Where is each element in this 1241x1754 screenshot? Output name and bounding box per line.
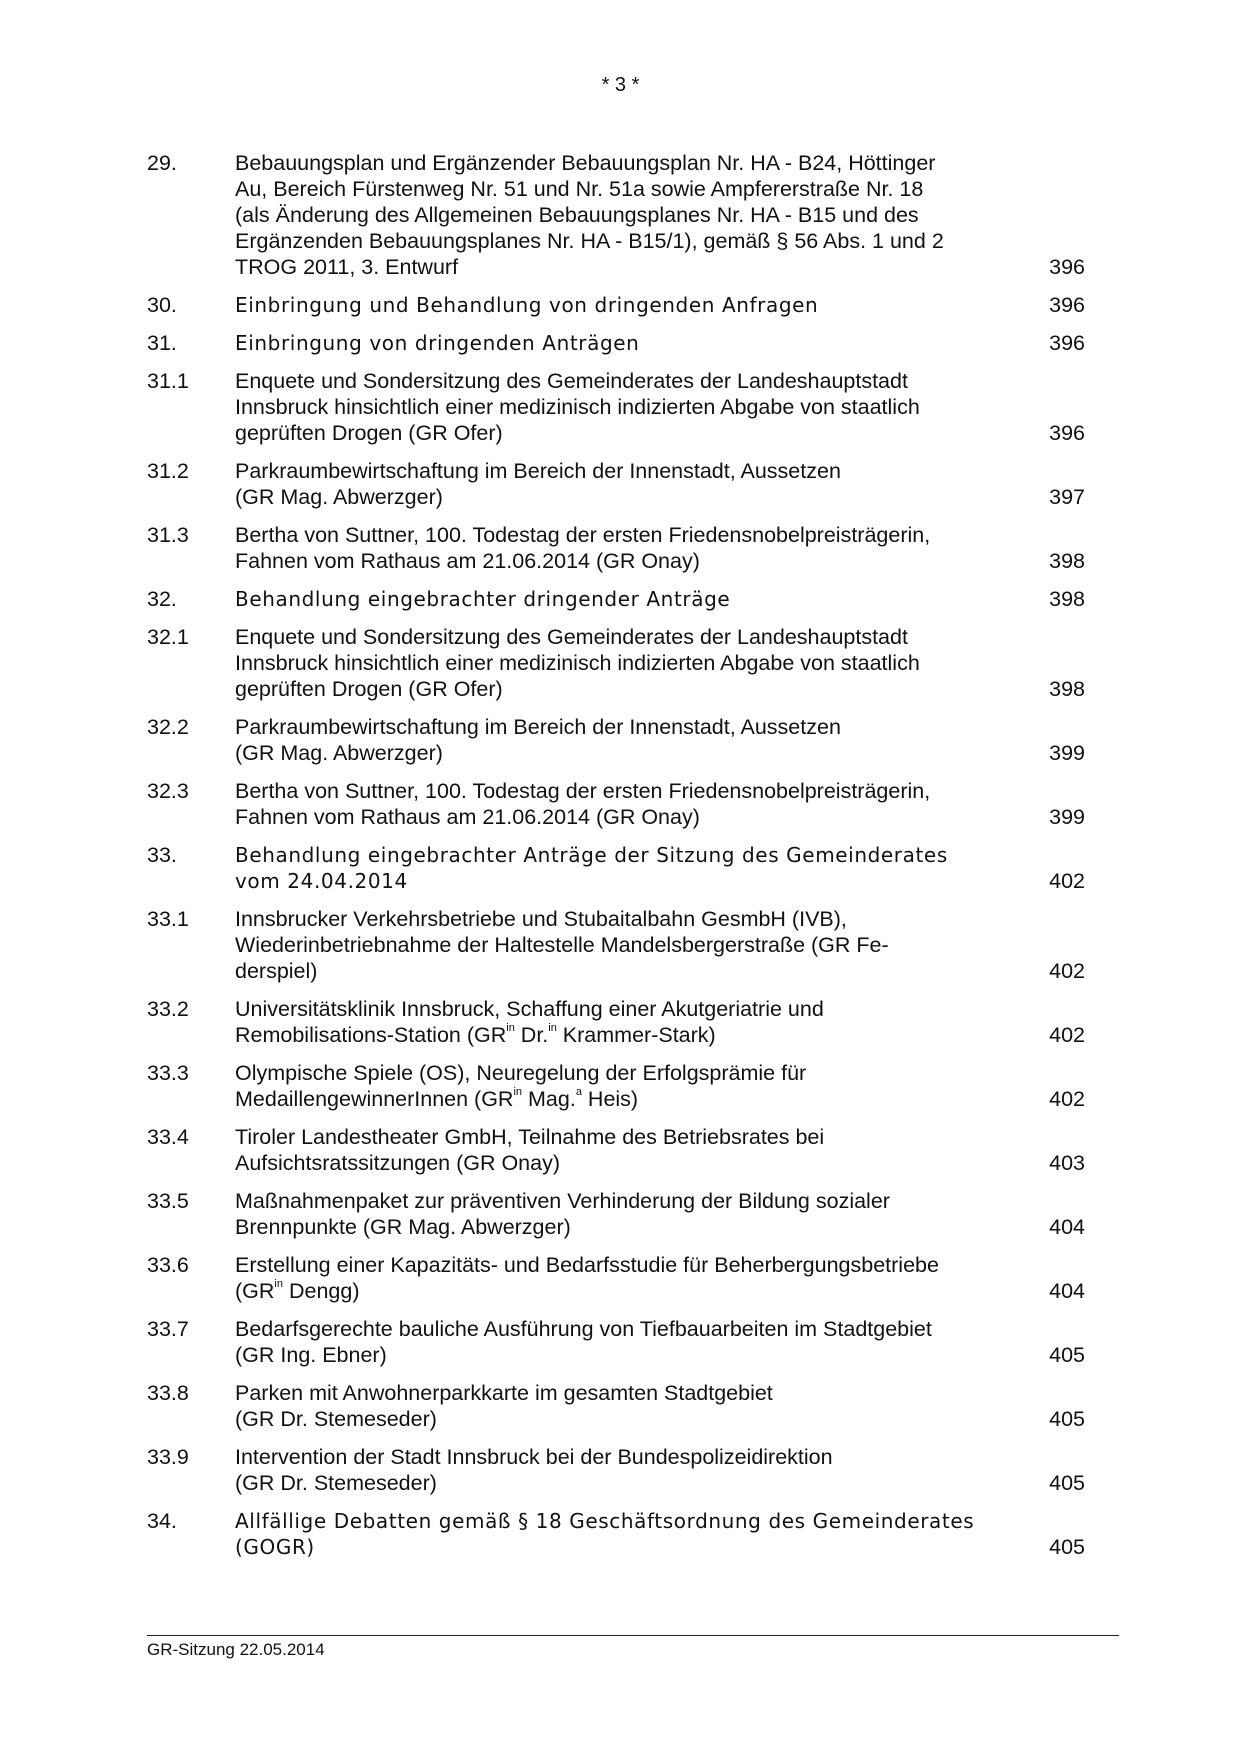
toc-entry-number: 31.1 (147, 369, 189, 393)
toc-entry-page: 402 (1049, 869, 1085, 893)
page-number: * 3 * (601, 74, 640, 96)
toc-entry (147, 1060, 1085, 1112)
toc-entry-page: 405 (1049, 1407, 1085, 1431)
toc-entry-number: 31.3 (147, 523, 189, 547)
toc-entry-page: 396 (1049, 421, 1085, 445)
toc-entry-title-line (235, 996, 1005, 1022)
toc-entry-title-line (235, 548, 1005, 574)
toc-entry-title-line (235, 254, 1005, 280)
toc-entry-number: 32.1 (147, 625, 189, 649)
toc-title-text: Tiroler Landestheater GmbH, Teilnahme des Betriebsrates bei (235, 1125, 825, 1149)
toc-entry-title-line (235, 484, 1005, 510)
toc-title-text: Parkraumbewirtschaftung im Bereich der Innenstadt, Aussetzen (235, 715, 841, 739)
toc-entry-title-line (235, 624, 1005, 650)
toc-entry-title-line (235, 150, 1005, 176)
toc-title-text: vom 24.04.2014 (235, 869, 408, 893)
toc-entry-number: 34. (147, 1509, 177, 1533)
toc-entry-title-line (235, 1252, 1005, 1278)
toc-entry-title (235, 714, 1005, 766)
toc-title-text: Einbringung von dringenden Anträgen (235, 331, 640, 355)
toc-entry-title (235, 1124, 1005, 1176)
toc-title-text: Enquete und Sondersitzung des Gemeinderates der Landeshauptstadt (235, 369, 908, 393)
toc-entry-page: 405 (1049, 1535, 1085, 1559)
toc-entry-title (235, 330, 1005, 356)
toc-entry (147, 778, 1085, 830)
toc-title-text: Ergänzenden Bebauungsplanes Nr. HA - B15/1), gemäß § 56 Abs. 1 und 2 (235, 229, 944, 253)
toc-entry-title-line (235, 458, 1005, 484)
toc-entry (147, 292, 1085, 318)
toc-entry-page: 402 (1049, 1023, 1085, 1047)
toc-title-superscript: a (575, 1085, 582, 1098)
toc-entry-title-line (235, 1342, 1005, 1368)
toc-entry-page: 396 (1049, 255, 1085, 279)
toc-title-text: Einbringung und Behandlung von dringenden Anfragen (235, 293, 819, 317)
toc-entry-page: 399 (1049, 741, 1085, 765)
toc-title-text: Brennpunkte (GR Mag. Abwerzger) (235, 1215, 571, 1239)
toc-title-text: Allfällige Debatten gemäß § 18 Geschäftsordnung des Gemeinderates (235, 1509, 975, 1533)
toc-entry-number: 33.2 (147, 997, 189, 1021)
toc-entry-page: 405 (1049, 1471, 1085, 1495)
toc-title-text: (als Änderung des Allgemeinen Bebauungsplanes Nr. HA - B15 und des (235, 203, 919, 227)
toc-entry-title-line (235, 1022, 1005, 1048)
toc-title-text: Dengg) (282, 1279, 360, 1303)
toc-entry-title-line (235, 1188, 1005, 1214)
toc-entry (147, 522, 1085, 574)
toc-entry-title (235, 624, 1005, 702)
toc-title-text: Fahnen vom Rathaus am 21.06.2014 (GR Onay) (235, 805, 700, 829)
toc-title-text: Au, Bereich Fürstenweg Nr. 51 und Nr. 51a sowie Ampfererstraße Nr. 18 (235, 177, 924, 201)
toc-entry-number: 31. (147, 331, 177, 355)
toc-entry-title-line (235, 740, 1005, 766)
toc-entry-title (235, 586, 1005, 612)
toc-entry-number: 32.3 (147, 779, 189, 803)
toc-title-text: Bedarfsgerechte bauliche Ausführung von Tiefbauarbeiten im Stadtgebiet (235, 1317, 932, 1341)
toc-title-text: Krammer-Stark) (556, 1023, 716, 1047)
toc-entry-title-line (235, 958, 1005, 984)
toc-entry-title (235, 1380, 1005, 1432)
toc-entry (147, 1508, 1085, 1560)
toc-title-text: (GOGR) (235, 1535, 315, 1559)
footer-text: GR-Sitzung 22.05.2014 (147, 1640, 325, 1659)
toc-entry-title (235, 1188, 1005, 1240)
toc-entry-title-line (235, 420, 1005, 446)
toc-title-text: Aufsichtsratssitzungen (GR Onay) (235, 1151, 561, 1175)
table-of-contents (147, 150, 1085, 1572)
toc-title-text: geprüften Drogen (GR Ofer) (235, 421, 503, 445)
toc-entry-title-line (235, 906, 1005, 932)
toc-title-text: Innsbruck hinsichtlich einer medizinisch indizierten Abgabe von staatlich (235, 395, 920, 419)
toc-entry-title (235, 458, 1005, 510)
toc-entry (147, 1124, 1085, 1176)
toc-entry-title-line (235, 522, 1005, 548)
toc-entry-number: 32. (147, 587, 177, 611)
toc-entry-page: 398 (1049, 677, 1085, 701)
toc-entry-number: 33.5 (147, 1189, 189, 1213)
toc-entry-title-line (235, 292, 1005, 318)
toc-entry-number: 30. (147, 293, 177, 317)
toc-entry-title (235, 522, 1005, 574)
toc-title-text: Erstellung einer Kapazitäts- und Bedarfsstudie für Beherbergungsbetriebe (235, 1253, 939, 1277)
toc-entry-title (235, 996, 1005, 1048)
toc-entry-title (235, 1252, 1005, 1304)
toc-entry-title (235, 1060, 1005, 1112)
toc-title-text: Enquete und Sondersitzung des Gemeinderates der Landeshauptstadt (235, 625, 908, 649)
toc-entry-title (235, 778, 1005, 830)
toc-title-text: Olympische Spiele (OS), Neuregelung der Erfolgsprämie für (235, 1061, 807, 1085)
toc-title-text: Heis) (581, 1087, 639, 1111)
footer-divider (147, 1635, 1119, 1636)
toc-entry-title-line (235, 1086, 1005, 1112)
toc-entry (147, 714, 1085, 766)
toc-entry (147, 150, 1085, 280)
toc-title-text: (GR Mag. Abwerzger) (235, 485, 443, 509)
toc-entry-number: 33.1 (147, 907, 189, 931)
toc-entry-title-line (235, 650, 1005, 676)
toc-entry-title-line (235, 394, 1005, 420)
toc-entry-title-line (235, 1406, 1005, 1432)
toc-entry-page: 402 (1049, 959, 1085, 983)
toc-title-text: MedaillengewinnerInnen (GR (235, 1087, 514, 1111)
toc-title-text: Parken mit Anwohnerparkkarte im gesamten Stadtgebiet (235, 1381, 773, 1405)
toc-entry-title (235, 906, 1005, 984)
toc-entry-title-line (235, 330, 1005, 356)
toc-title-superscript: in (513, 1085, 523, 1098)
toc-entry-page: 404 (1049, 1215, 1085, 1239)
toc-entry-title-line (235, 676, 1005, 702)
toc-entry-title-line (235, 1316, 1005, 1342)
toc-title-text: Behandlung eingebrachter Anträge der Sitzung des Gemeinderates (235, 843, 948, 867)
toc-entry-title-line (235, 228, 1005, 254)
toc-title-text: (GR (235, 1279, 275, 1303)
toc-entry-title-line (235, 1150, 1005, 1176)
toc-entry-page: 398 (1049, 549, 1085, 573)
toc-entry-title (235, 842, 1005, 894)
toc-title-text: Bertha von Suttner, 100. Todestag der ersten Friedensnobelpreisträgerin, (235, 779, 931, 803)
toc-entry-page: 399 (1049, 805, 1085, 829)
toc-entry-title-line (235, 1380, 1005, 1406)
toc-entry (147, 586, 1085, 612)
toc-title-text: Maßnahmenpaket zur präventiven Verhinderung der Bildung sozialer (235, 1189, 890, 1213)
toc-title-text: Dr. (514, 1023, 549, 1047)
toc-entry-number: 33.8 (147, 1381, 189, 1405)
toc-entry-title-line (235, 932, 1005, 958)
toc-title-text: Universitätsklinik Innsbruck, Schaffung einer Akutgeriatrie und (235, 997, 824, 1021)
toc-title-text: (GR Ing. Ebner) (235, 1343, 387, 1367)
toc-entry-title-line (235, 176, 1005, 202)
toc-entry-number: 33. (147, 843, 177, 867)
toc-entry (147, 1252, 1085, 1304)
toc-entry-page: 404 (1049, 1279, 1085, 1303)
toc-entry-page: 396 (1049, 293, 1085, 317)
toc-entry-page: 405 (1049, 1343, 1085, 1367)
toc-entry-number: 31.2 (147, 459, 189, 483)
toc-entry-page: 402 (1049, 1087, 1085, 1111)
toc-entry-title-line (235, 1508, 1005, 1534)
toc-entry (147, 842, 1085, 894)
toc-title-text: Mag. (522, 1087, 576, 1111)
toc-entry-title-line (235, 1278, 1005, 1304)
toc-entry-page: 396 (1049, 331, 1085, 355)
toc-entry (147, 906, 1085, 984)
toc-entry-number: 33.6 (147, 1253, 189, 1277)
toc-entry-title (235, 368, 1005, 446)
toc-entry-title-line (235, 202, 1005, 228)
toc-entry-title (235, 1508, 1005, 1560)
toc-entry-title-line (235, 1060, 1005, 1086)
toc-entry-number: 29. (147, 151, 177, 175)
toc-entry-title-line (235, 778, 1005, 804)
toc-entry (147, 1444, 1085, 1496)
toc-entry-title-line (235, 368, 1005, 394)
toc-title-text: Wiederinbetriebnahme der Haltestelle Mandelsbergerstraße (GR Fe- (235, 933, 889, 957)
toc-title-text: Remobilisations-Station (GR (235, 1023, 507, 1047)
toc-entry-title-line (235, 868, 1005, 894)
toc-title-text: Bertha von Suttner, 100. Todestag der ersten Friedensnobelpreisträgerin, (235, 523, 931, 547)
toc-entry (147, 458, 1085, 510)
toc-entry-title (235, 1444, 1005, 1496)
toc-entry-page: 403 (1049, 1151, 1085, 1175)
toc-entry (147, 996, 1085, 1048)
toc-title-text: Innsbrucker Verkehrsbetriebe und Stubaitalbahn GesmbH (IVB), (235, 907, 847, 931)
toc-entry (147, 368, 1085, 446)
toc-title-text: (GR Dr. Stemeseder) (235, 1471, 437, 1495)
toc-entry (147, 1316, 1085, 1368)
toc-title-text: TROG 2011, 3. Entwurf (235, 255, 459, 279)
toc-entry-title-line (235, 1470, 1005, 1496)
toc-entry (147, 330, 1085, 356)
toc-title-text: Innsbruck hinsichtlich einer medizinisch indizierten Abgabe von staatlich (235, 651, 920, 675)
toc-entry-title-line (235, 586, 1005, 612)
toc-entry-title-line (235, 1534, 1005, 1560)
toc-entry-number: 33.9 (147, 1445, 189, 1469)
toc-title-text: Behandlung eingebrachter dringender Anträge (235, 587, 731, 611)
toc-title-superscript: in (274, 1277, 283, 1290)
toc-entry (147, 624, 1085, 702)
toc-entry-title-line (235, 714, 1005, 740)
toc-title-text: derspiel) (235, 959, 318, 983)
toc-entry-title-line (235, 1214, 1005, 1240)
toc-entry-number: 33.7 (147, 1317, 189, 1341)
toc-title-text: geprüften Drogen (GR Ofer) (235, 677, 503, 701)
toc-title-text: Fahnen vom Rathaus am 21.06.2014 (GR Onay) (235, 549, 700, 573)
toc-entry-number: 33.3 (147, 1061, 189, 1085)
toc-entry-title-line (235, 842, 1005, 868)
toc-entry-title-line (235, 804, 1005, 830)
toc-entry-title (235, 150, 1005, 280)
toc-entry-page: 398 (1049, 587, 1085, 611)
toc-entry-number: 33.4 (147, 1125, 189, 1149)
toc-title-text: Parkraumbewirtschaftung im Bereich der Innenstadt, Aussetzen (235, 459, 841, 483)
toc-entry (147, 1380, 1085, 1432)
toc-entry-title-line (235, 1444, 1005, 1470)
toc-entry (147, 1188, 1085, 1240)
toc-title-text: Intervention der Stadt Innsbruck bei der Bundespolizeidirektion (235, 1445, 833, 1469)
toc-title-text: (GR Dr. Stemeseder) (235, 1407, 437, 1431)
toc-entry-page: 397 (1049, 485, 1085, 509)
toc-title-superscript: in (506, 1021, 515, 1034)
toc-entry-title-line (235, 1124, 1005, 1150)
toc-entry-title (235, 292, 1005, 318)
toc-title-superscript: in (548, 1021, 557, 1034)
toc-title-text: (GR Mag. Abwerzger) (235, 741, 443, 765)
toc-entry-number: 32.2 (147, 715, 189, 739)
toc-entry-title (235, 1316, 1005, 1368)
toc-title-text: Bebauungsplan und Ergänzender Bebauungsplan Nr. HA - B24, Höttinger (235, 151, 936, 175)
